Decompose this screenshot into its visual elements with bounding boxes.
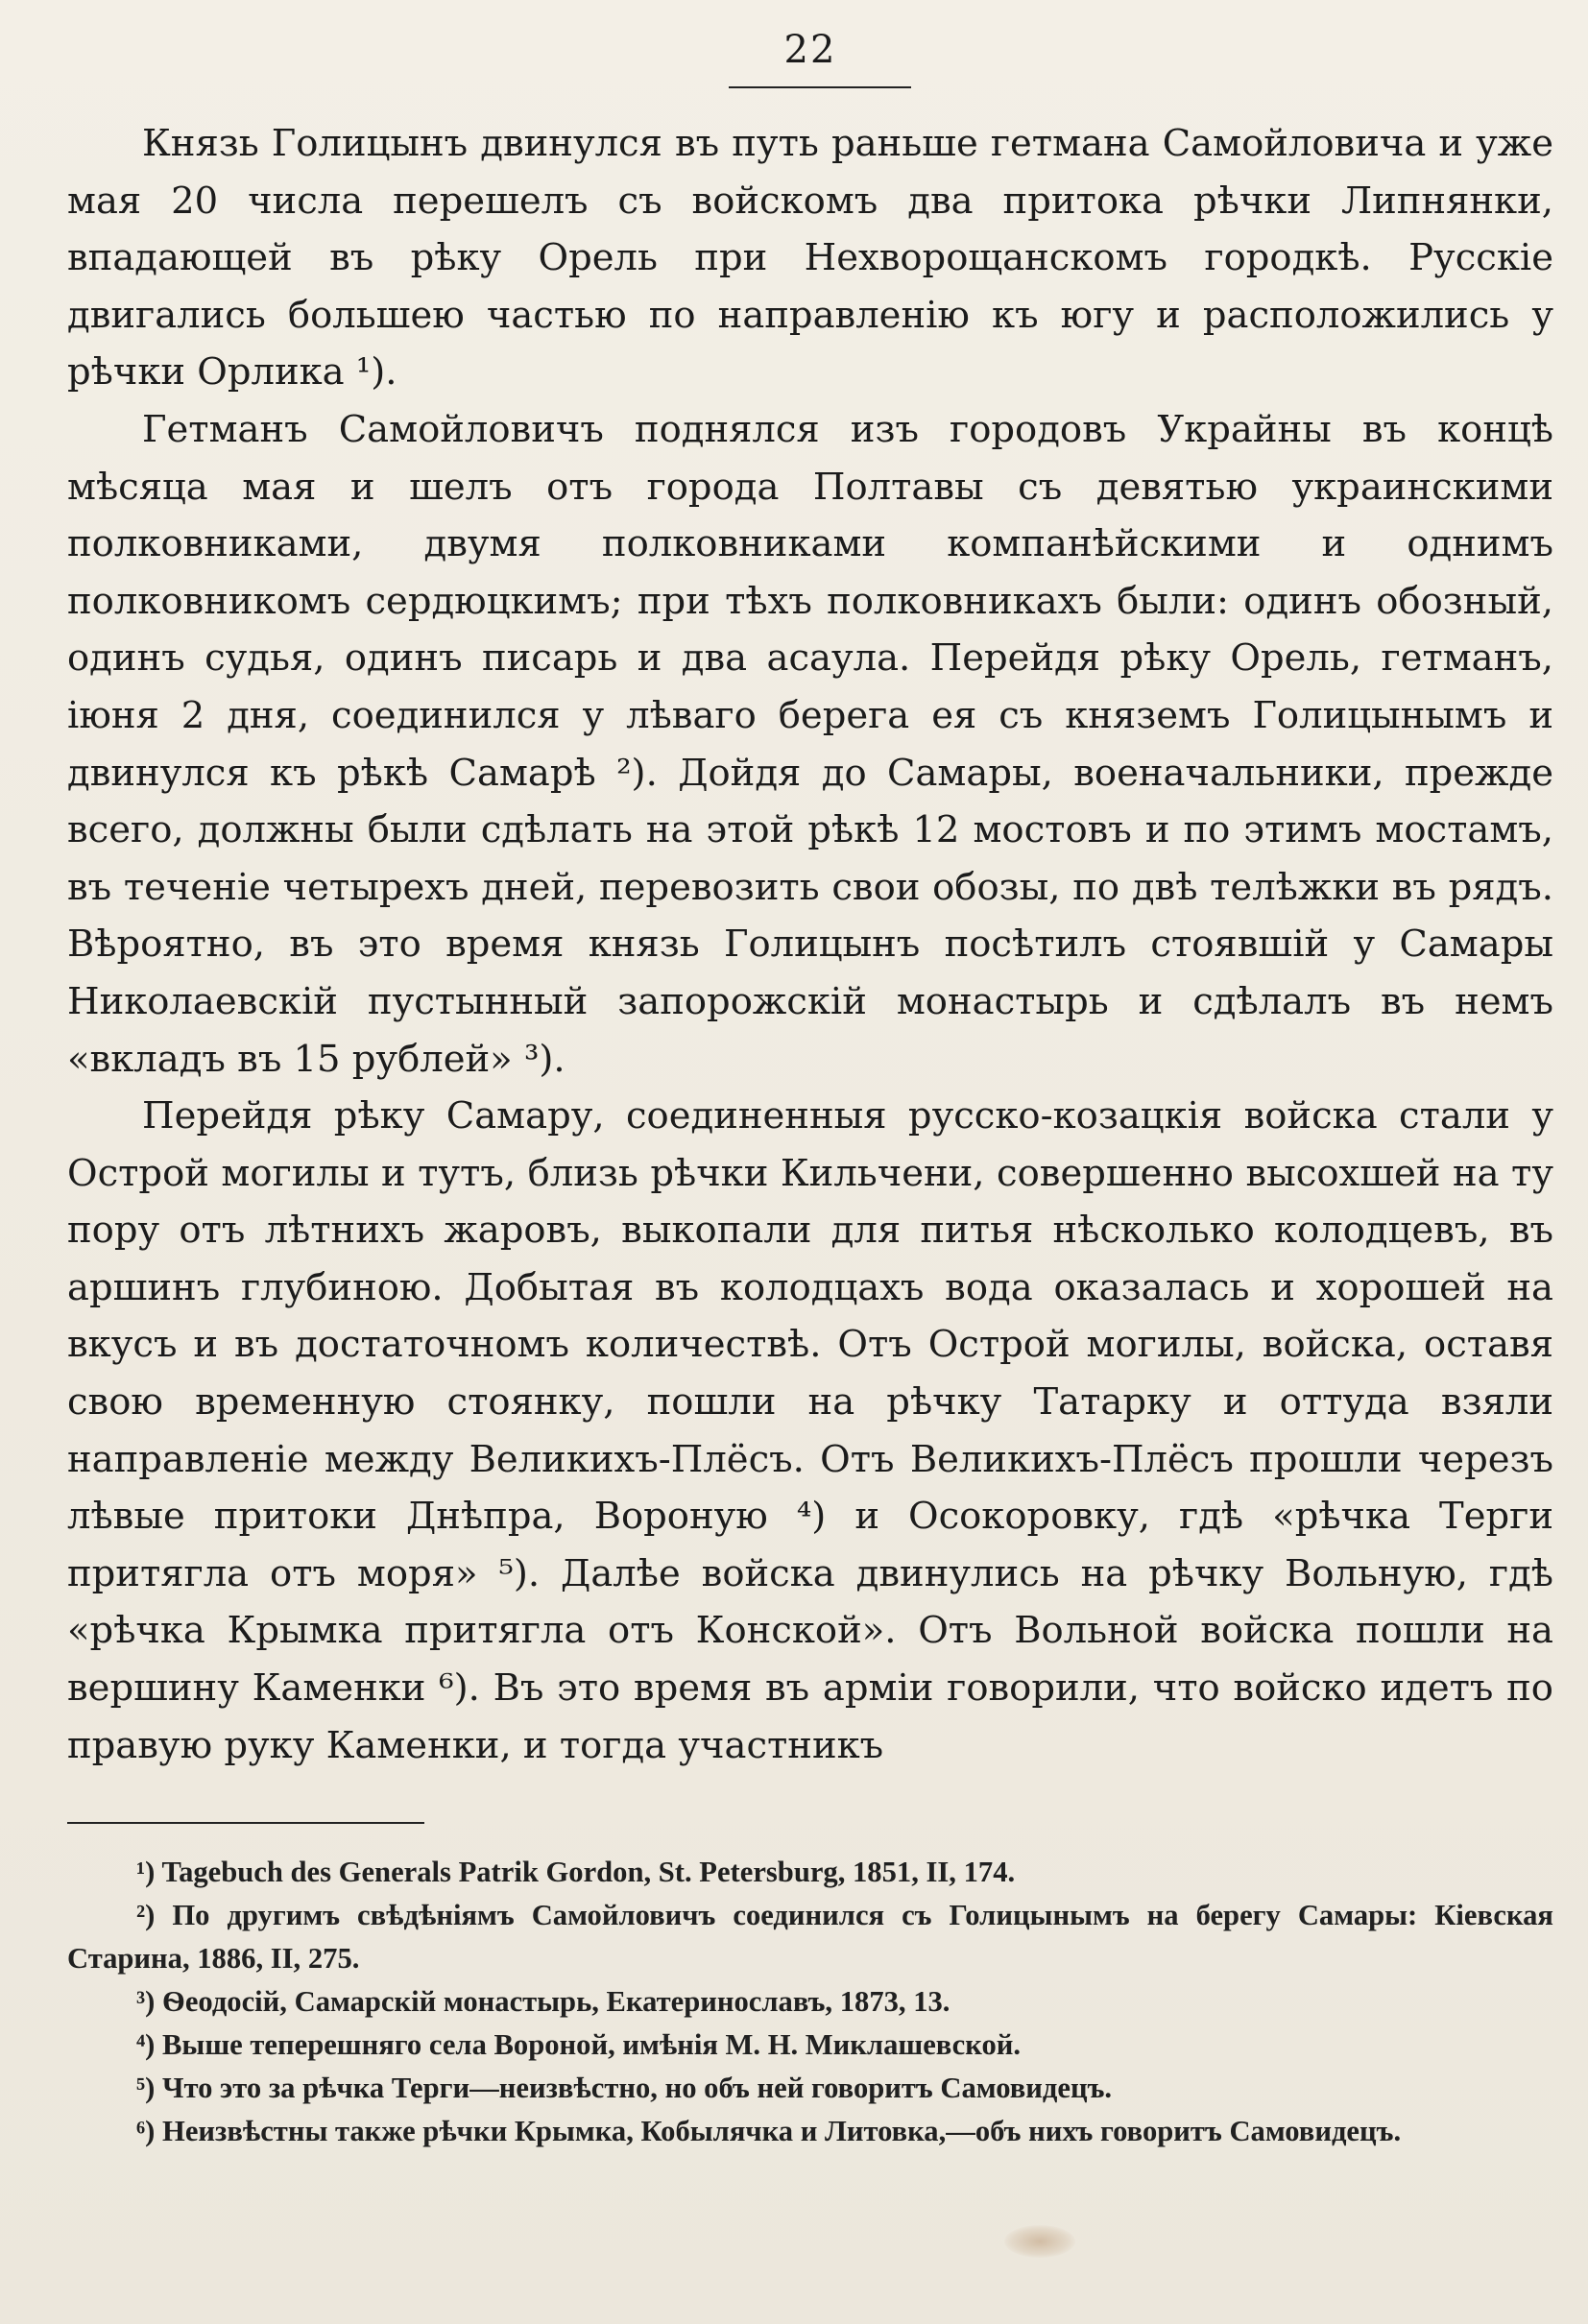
footnote-text: Ѳеодосій, Самарскій монастырь, Екатеринославъ, 1873, 13. — [162, 1985, 950, 2019]
footnote-6 — [67, 2110, 1553, 2153]
footnotes — [67, 1851, 1553, 2153]
paper-stain — [1004, 2225, 1075, 2258]
footnote-text: Выше теперешняго села Вороной, имѣнія М. Н. Миклашевской. — [162, 2028, 1022, 2062]
footnote-text: Что это за рѣчка Терги—неизвѣстно, но объ ней говоритъ Самовидецъ. — [162, 2072, 1113, 2105]
page-number: 22 — [783, 28, 837, 72]
footnote-text: По другимъ свѣдѣніямъ Самойловичъ соединился съ Голицынымъ на берегу Самары: Кіевская Старина, 1886, II, 275. — [67, 1899, 1553, 1976]
footnote-text: Tagebuch des Generals Patrik Gordon, St. Petersburg, 1851, II, 174. — [161, 1856, 1016, 1889]
paragraph: Перейдя рѣку Самару, соединенныя русско-козацкія войска стали у Острой могилы и тутъ, близь рѣчки Кильчени, совершенно высохшей на ту пору отъ лѣтнихъ жаровъ, выкопали для питья нѣсколько колодцевъ, въ аршинъ глубиною. Добытая въ колодцахъ вода оказалась и хорошей на вкусъ и въ достаточномъ количествѣ. Отъ Острой могилы, войска, оставя свою временную стоянку, пошли на рѣчку Татарку и оттуда взяли направленіе между Великихъ-Плёсъ. Отъ Великихъ-Плёсъ прошли черезъ лѣвые притоки Днѣпра, Вороную ⁴) и Осокоровку, гдѣ «рѣчка Терги притягла отъ моря» ⁵). Далѣе войска двинулись на рѣчку Вольную, гдѣ «рѣчка Крымка притягла отъ Конской». Отъ Вольной войска пошли на вершину Каменки ⁶). Въ это время въ арміи говорили, что войско идетъ по правую руку Каменки, и тогда участникъ — [67, 1094, 1553, 1767]
footnote-text: Неизвѣстны также рѣчки Крымка, Кобылячка и Литовка,—объ нихъ говоритъ Самовидецъ. — [162, 2115, 1402, 2148]
paragraph: Гетманъ Самойловичъ поднялся изъ городовъ Украйны въ концѣ мѣсяца мая и шелъ отъ города Полтавы съ девятью украинскими полковниками, двумя полковниками компанѣйскими и однимъ полковникомъ сердюцкимъ; при тѣхъ полковникахъ были: одинъ обозный, одинъ судья, одинъ писарь и два асаула. Перейдя рѣку Орель, гетманъ, іюня 2 дня, соединился у лѣваго берега ея съ княземъ Голицынымъ и двинулся къ рѣкѣ Самарѣ ²). Дойдя до Самары, военачальники, прежде всего, должны были сдѣлать на этой рѣкѣ 12 мостовъ и по этимъ мостамъ, въ теченіе четырехъ дней, перевозить свои обозы, по двѣ телѣжки въ рядъ. Вѣроятно, въ это время князь Голицынъ посѣтилъ стоявшій у Самары Николаевскій пустынный запорожскій монастырь и сдѣлалъ въ немъ «вкладъ въ 15 рублей» ³). — [67, 407, 1553, 1081]
footnote-mark: ³) — [136, 1985, 156, 2019]
footnote-mark: ⁵) — [136, 2072, 156, 2105]
footnote-1 — [67, 1851, 1553, 1894]
paragraph: Князь Голицынъ двинулся въ путь раньше гетмана Самойловича и уже мая 20 числа перешелъ съ войскомъ два притока рѣчки Липнянки, впадающей въ рѣку Орель при Нехворощанскомъ городкѣ. Русскіе двигались большею частью по направленію къ югу и расположились у рѣчки Орлика ¹). — [67, 122, 1553, 395]
footnote-rule — [67, 1822, 424, 1824]
footnote-2 — [67, 1894, 1553, 1980]
footnote-mark: ¹) — [136, 1856, 156, 1889]
body-text — [67, 115, 1553, 1774]
footnote-4 — [67, 2024, 1553, 2067]
footnote-3 — [67, 1980, 1553, 2024]
footnote-mark: ⁴) — [136, 2028, 156, 2062]
footnote-mark: ⁶) — [136, 2115, 156, 2148]
footnote-5 — [67, 2067, 1553, 2110]
header-rule — [729, 86, 911, 88]
footnote-mark: ²) — [136, 1899, 156, 1932]
